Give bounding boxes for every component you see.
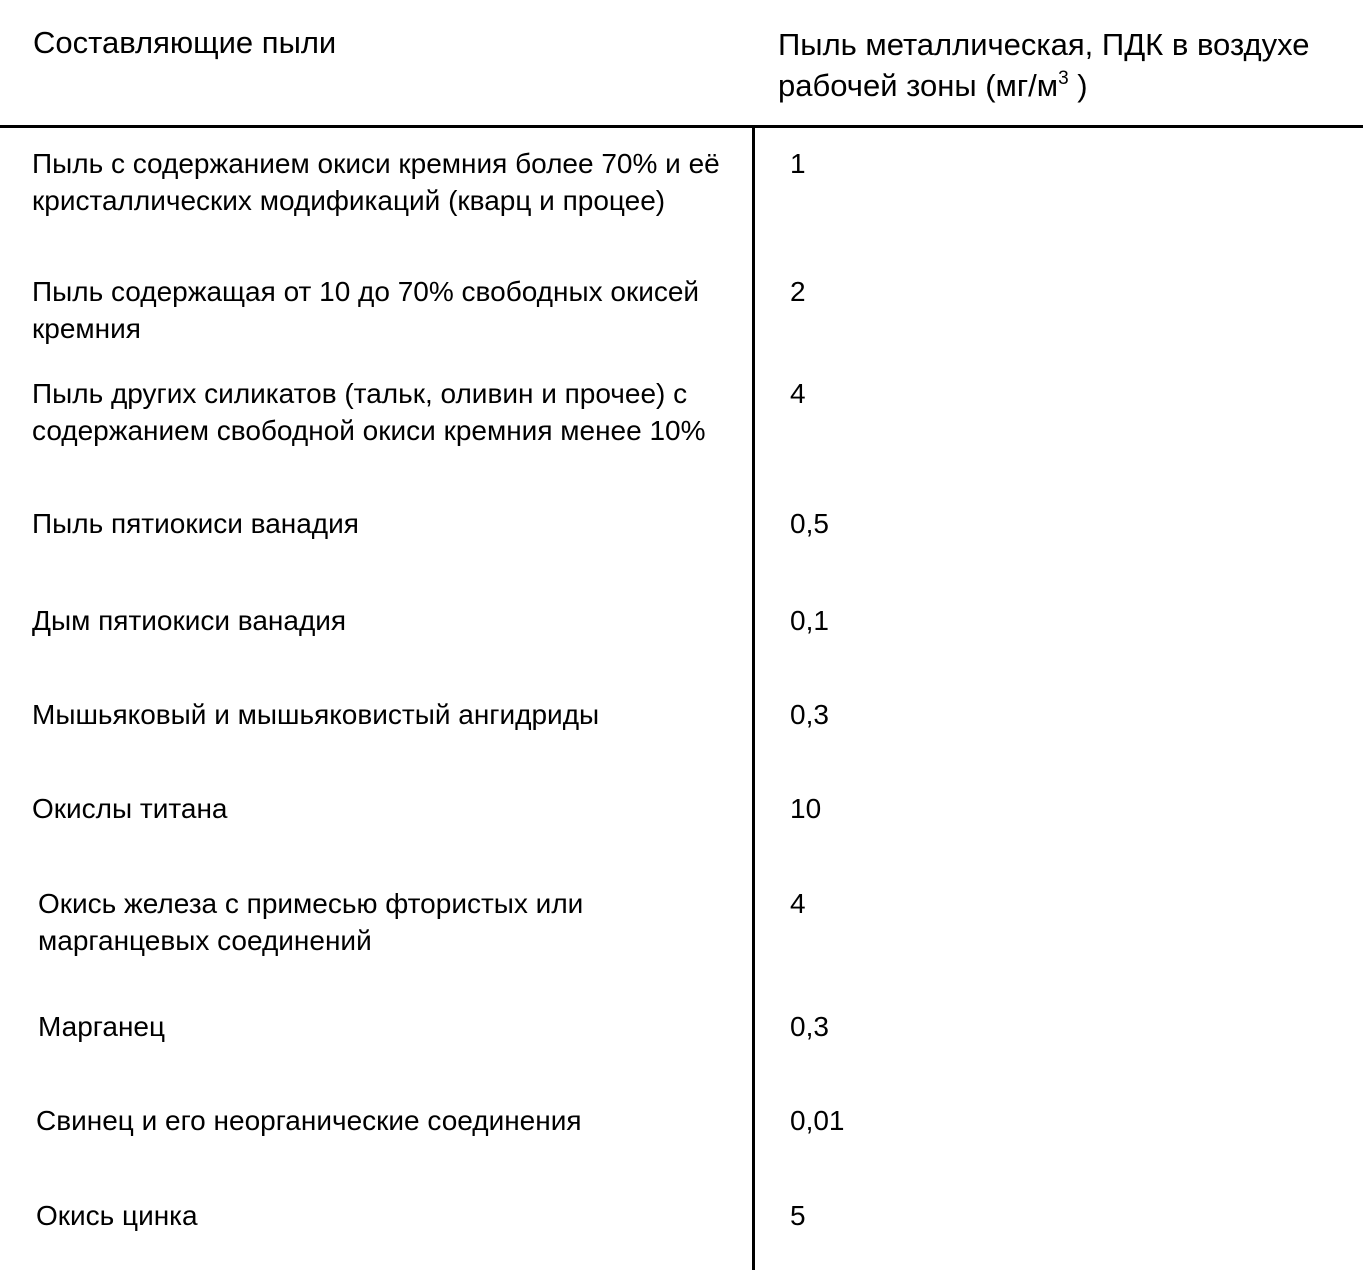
row-value: 0,01 bbox=[790, 1105, 845, 1136]
row-value: 1 bbox=[790, 148, 806, 179]
row-label: Окись цинка bbox=[36, 1200, 198, 1231]
column-header-pdk-superscript: 3 bbox=[1058, 68, 1069, 89]
row-label: Свинец и его неорганические соединения bbox=[36, 1105, 582, 1136]
row-label: Мышьяковый и мышьяковистый ангидриды bbox=[32, 699, 600, 730]
row-label: Окислы титана bbox=[32, 793, 228, 824]
row-value: 0,5 bbox=[790, 508, 829, 539]
row-label: Пыль содержащая от 10 до 70% свободных окисей кремния bbox=[32, 276, 700, 344]
column-divider-line bbox=[752, 125, 755, 1270]
row-label: Марганец bbox=[38, 1011, 166, 1042]
row-label: Пыль пятиокиси ванадия bbox=[32, 508, 359, 539]
row-label: Дым пятиокиси ванадия bbox=[32, 605, 347, 636]
row-label: Окись железа с примесью фтористых или марганцевых соединений bbox=[38, 888, 584, 956]
row-value: 0,3 bbox=[790, 699, 829, 730]
row-value: 4 bbox=[790, 888, 806, 919]
column-header-pdk-close-paren: ) bbox=[1068, 68, 1088, 103]
header-divider-line bbox=[0, 125, 1363, 128]
column-header-pdk-text: Пыль металлическая, ПДК в воздухе рабочей зоны (мг/м bbox=[778, 27, 1310, 103]
row-value: 0,1 bbox=[790, 605, 829, 636]
row-value: 0,3 bbox=[790, 1011, 829, 1042]
row-label: Пыль с содержанием окиси кремния более 70% и её кристаллических модификаций (кварц и процее) bbox=[32, 148, 720, 216]
row-label: Пыль других силикатов (тальк, оливин и прочее) с содержанием свободной окиси кремния менее 10% bbox=[32, 378, 706, 446]
row-value: 5 bbox=[790, 1200, 806, 1231]
column-header-components: Составляющие пыли bbox=[33, 25, 337, 60]
row-value: 2 bbox=[790, 276, 806, 307]
row-value: 4 bbox=[790, 378, 806, 409]
row-value: 10 bbox=[790, 793, 822, 824]
column-header-pdk bbox=[778, 24, 1323, 111]
